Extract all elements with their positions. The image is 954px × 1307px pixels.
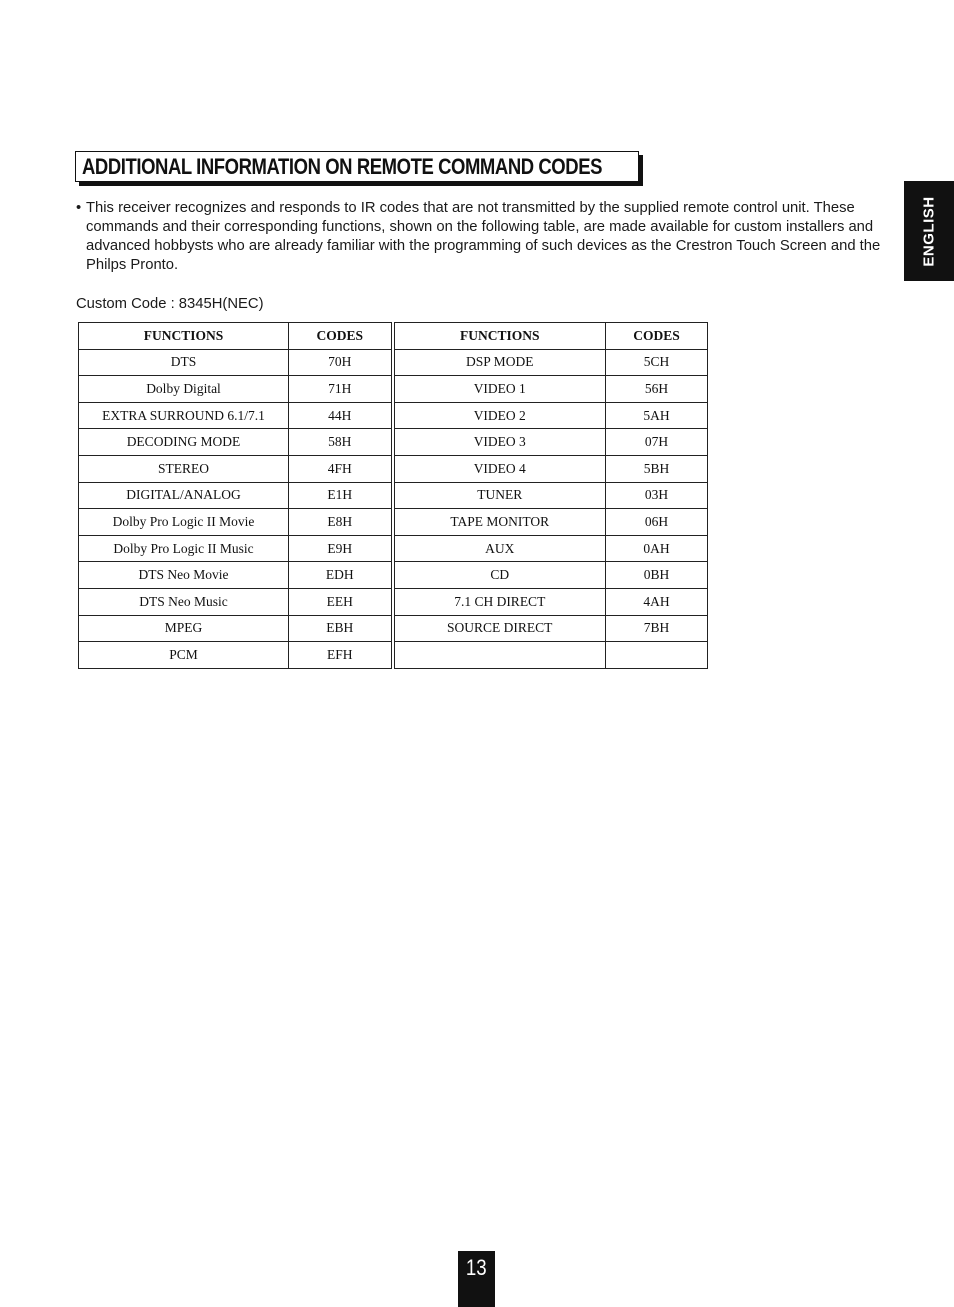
header-functions-left: FUNCTIONS xyxy=(79,323,289,350)
function-cell: VIDEO 1 xyxy=(393,376,606,403)
function-cell: DECODING MODE xyxy=(79,429,289,456)
code-cell: 07H xyxy=(606,429,708,456)
function-cell: TAPE MONITOR xyxy=(393,509,606,536)
code-cell: E8H xyxy=(289,509,393,536)
code-cell: 5CH xyxy=(606,349,708,376)
table-row xyxy=(79,429,708,456)
code-cell: 0AH xyxy=(606,535,708,562)
header-functions-right: FUNCTIONS xyxy=(393,323,606,350)
function-cell: 7.1 CH DIRECT xyxy=(393,588,606,615)
code-cell: 58H xyxy=(289,429,393,456)
code-cell: EBH xyxy=(289,615,393,642)
code-cell xyxy=(606,642,708,669)
table-row xyxy=(79,562,708,589)
code-cell: 7BH xyxy=(606,615,708,642)
code-cell: 71H xyxy=(289,376,393,403)
header-codes-left: CODES xyxy=(289,323,393,350)
table-row xyxy=(79,376,708,403)
custom-code: Custom Code : 8345H(NEC) xyxy=(76,296,264,312)
code-cell: EDH xyxy=(289,562,393,589)
page-number xyxy=(458,1251,495,1307)
function-cell: DTS Neo Movie xyxy=(79,562,289,589)
code-cell: E9H xyxy=(289,535,393,562)
table-row xyxy=(79,482,708,509)
table-row xyxy=(79,402,708,429)
function-cell: CD xyxy=(393,562,606,589)
code-cell: EFH xyxy=(289,642,393,669)
table-header-row xyxy=(79,323,708,350)
function-cell: AUX xyxy=(393,535,606,562)
header-codes-right: CODES xyxy=(606,323,708,350)
code-cell: 56H xyxy=(606,376,708,403)
intro-text: This receiver recognizes and responds to IR codes that are not transmitted by the supplied remote control unit. These commands and their corresponding functions, shown on the following table, are made available for custom installers and advanced hobbysts who are already familiar with the programming of such devices as the Crestron Touch Screen and the Philps Pronto. xyxy=(86,200,881,273)
function-cell: DTS Neo Music xyxy=(79,588,289,615)
code-cell: 4AH xyxy=(606,588,708,615)
table-row xyxy=(79,615,708,642)
code-cell: 5AH xyxy=(606,402,708,429)
code-cell: 03H xyxy=(606,482,708,509)
bullet-icon: • xyxy=(76,200,82,216)
function-cell: MPEG xyxy=(79,615,289,642)
language-tab-label: ENGLISH xyxy=(920,195,938,267)
function-cell: DSP MODE xyxy=(393,349,606,376)
page-number-text: 13 xyxy=(466,1255,487,1280)
function-cell: PCM xyxy=(79,642,289,669)
function-cell: SOURCE DIRECT xyxy=(393,615,606,642)
function-cell: Dolby Pro Logic II Movie xyxy=(79,509,289,536)
function-cell xyxy=(393,642,606,669)
table-row xyxy=(79,588,708,615)
table-row xyxy=(79,455,708,482)
function-cell: DIGITAL/ANALOG xyxy=(79,482,289,509)
remote-codes-table xyxy=(78,322,708,669)
function-cell: Dolby Pro Logic II Music xyxy=(79,535,289,562)
function-cell: DTS xyxy=(79,349,289,376)
function-cell: Dolby Digital xyxy=(79,376,289,403)
code-cell: EEH xyxy=(289,588,393,615)
table-row xyxy=(79,535,708,562)
code-cell: 70H xyxy=(289,349,393,376)
function-cell: TUNER xyxy=(393,482,606,509)
code-cell: 44H xyxy=(289,402,393,429)
function-cell: VIDEO 2 xyxy=(393,402,606,429)
code-cell: 5BH xyxy=(606,455,708,482)
code-cell: 06H xyxy=(606,509,708,536)
code-cell: E1H xyxy=(289,482,393,509)
section-title-box xyxy=(75,151,639,182)
table-row xyxy=(79,642,708,669)
intro-paragraph xyxy=(76,199,886,275)
function-cell: VIDEO 3 xyxy=(393,429,606,456)
function-cell: VIDEO 4 xyxy=(393,455,606,482)
code-cell: 0BH xyxy=(606,562,708,589)
table-row xyxy=(79,509,708,536)
function-cell: EXTRA SURROUND 6.1/7.1 xyxy=(79,402,289,429)
function-cell: STEREO xyxy=(79,455,289,482)
code-cell: 4FH xyxy=(289,455,393,482)
table-row xyxy=(79,349,708,376)
section-title: ADDITIONAL INFORMATION ON REMOTE COMMAND CODES xyxy=(82,154,603,179)
language-tab xyxy=(904,181,954,281)
